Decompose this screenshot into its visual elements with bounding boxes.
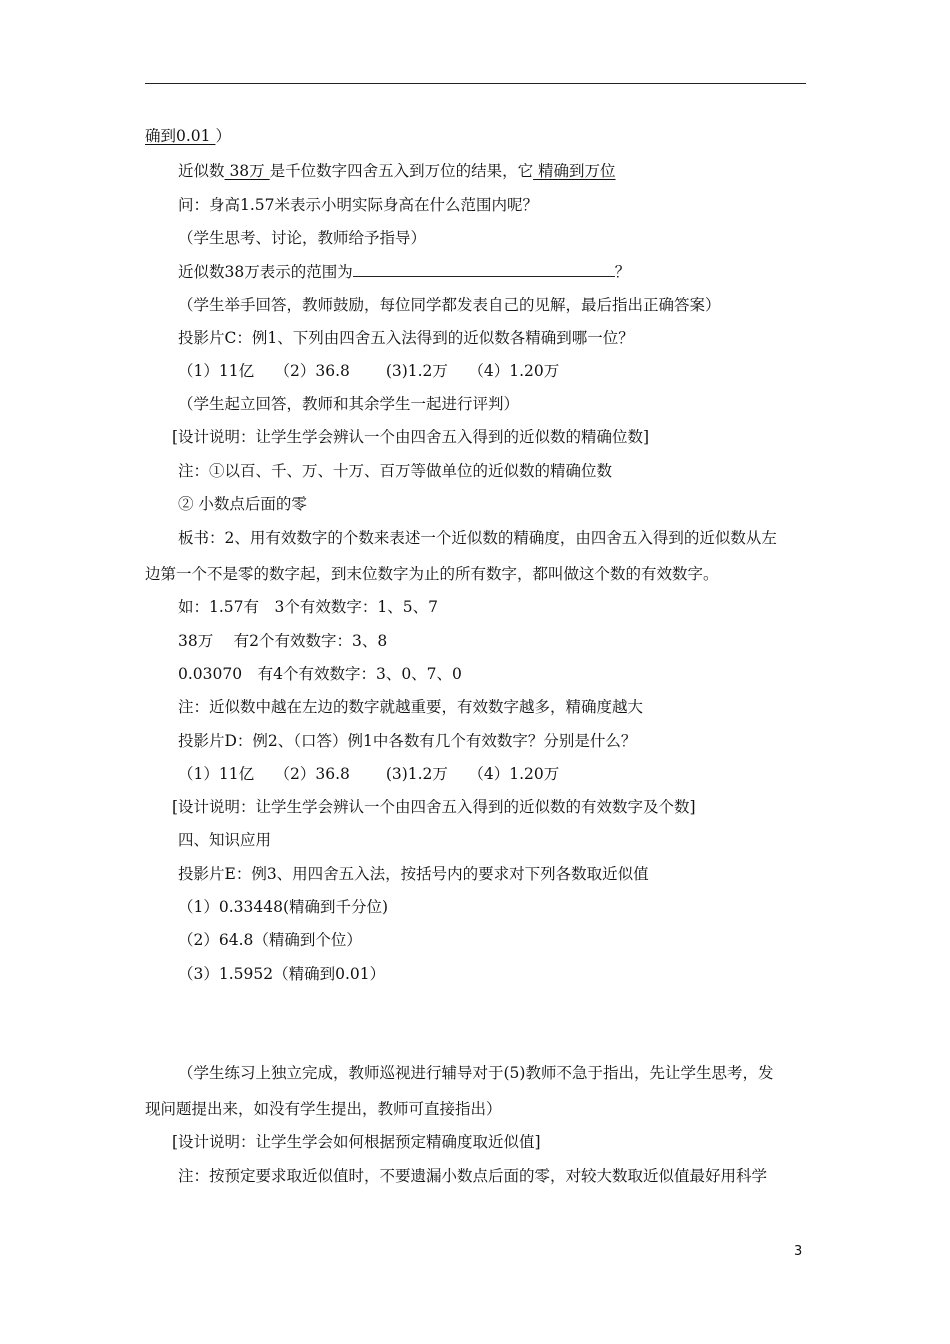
line-1: 确到0.01 ） [145, 127, 231, 145]
line-17: 0.03070 有4个有效数字：3、0、7、0 [178, 665, 462, 683]
fill-in-blank [353, 262, 615, 277]
line-27: （学生练习上独立完成，教师巡视进行辅导对于(5)教师不急于指出，先让学生思考，发 [178, 1064, 774, 1082]
line-19: 投影片D：例2、（口答）例1中各数有几个有效数字？分别是什么？ [178, 732, 637, 750]
line-7: 投影片C：例1、下列由四舍五入法得到的近似数各精确到哪一位？ [178, 329, 634, 347]
line-8: （1）11亿 （2）36.8 (3)1.2万 （4）1.20万 [178, 362, 560, 380]
header-rule [145, 83, 806, 84]
line-14: 边第一个不是零的数字起，到末位数字为止的所有数字，都叫做这个数的有效数字。 [145, 565, 719, 583]
line-3: 问：身高1.57米表示小明实际身高在什么范围内呢？ [178, 196, 539, 214]
line-12: ② 小数点后面的零 [178, 495, 307, 513]
line-2: 近似数 38万 是千位数字四舍五入到万位的结果，它 精确到万位 [178, 162, 616, 180]
line-13: 板书：2、用有效数字的个数来表述一个近似数的精确度，由四舍五入得到的近似数从左 [178, 529, 777, 547]
line-24: （1）0.33448(精确到千分位) [178, 898, 389, 916]
line-9: （学生起立回答，教师和其余学生一起进行评判） [178, 395, 520, 413]
line-11: 注：①以百、千、万、十万、百万等做单位的近似数的精确位数 [178, 462, 613, 480]
line-29: [设计说明：让学生学会如何根据预定精确度取近似值] [172, 1133, 541, 1151]
line-18: 注：近似数中越在左边的数字就越重要，有效数字越多，精确度越大 [178, 698, 644, 716]
line-25: （2）64.8（精确到个位） [178, 931, 362, 949]
page-number: 3 [794, 1244, 803, 1259]
line-16: 38万 有2个有效数字：3、8 [178, 632, 388, 650]
line-20: （1）11亿 （2）36.8 (3)1.2万 （4）1.20万 [178, 765, 560, 783]
line-15: 如：1.57有 3个有效数字：1、5、7 [178, 598, 438, 616]
line-4: （学生思考、讨论，教师给予指导） [178, 229, 427, 247]
line-10: [设计说明：让学生学会辨认一个由四舍五入得到的近似数的精确位数] [172, 428, 650, 446]
line-23: 投影片E：例3、用四舍五入法，按括号内的要求对下列各数取近似值 [178, 865, 649, 883]
line-26: （3）1.5952（精确到0.01） [178, 965, 386, 983]
line-6: （学生举手回答，教师鼓励，每位同学都发表自己的见解，最后指出正确答案） [178, 296, 721, 314]
line-22: 四、知识应用 [178, 831, 272, 849]
line-5: 近似数38万表示的范围为 ？ [178, 263, 631, 281]
line-21: [设计说明：让学生学会辨认一个由四舍五入得到的近似数的有效数字及个数] [172, 798, 696, 816]
line-28: 现问题提出来，如没有学生提出，教师可直接指出） [145, 1100, 502, 1118]
line-30: 注：按预定要求取近似值时，不要遗漏小数点后面的零，对较大数取近似值最好用科学 [178, 1167, 768, 1185]
